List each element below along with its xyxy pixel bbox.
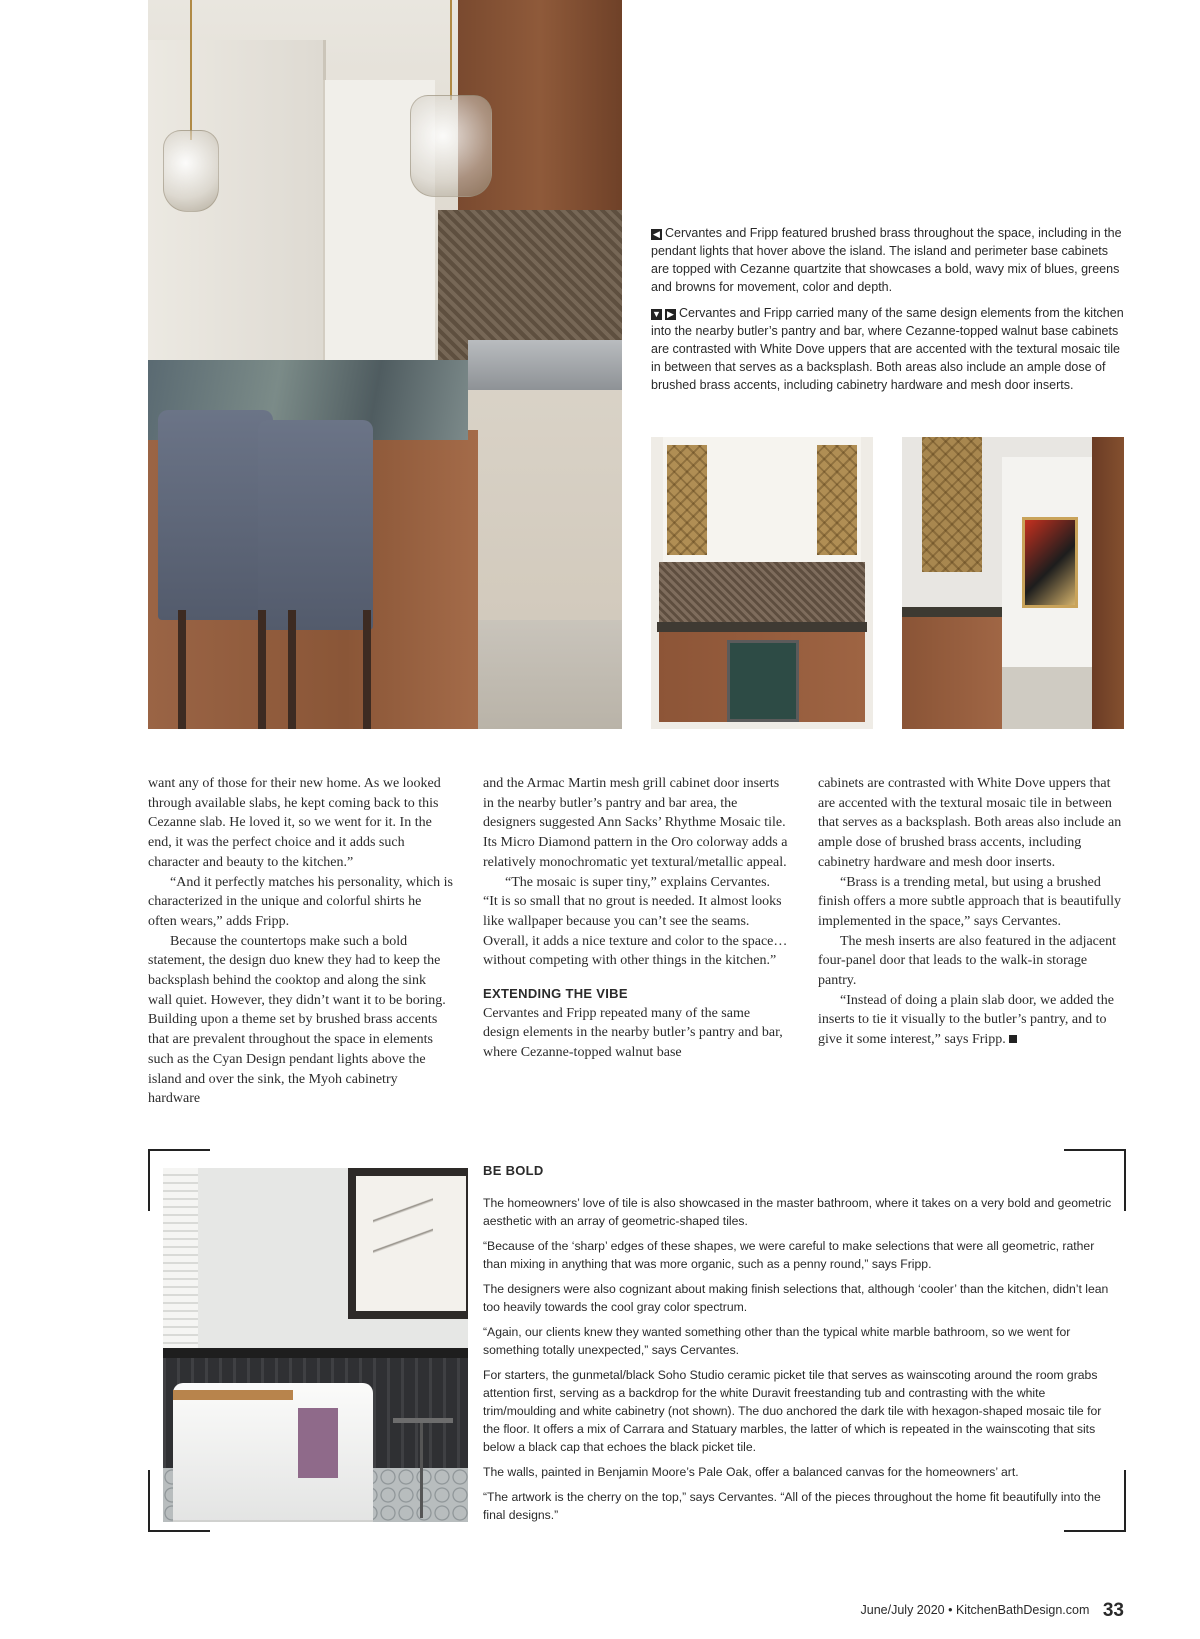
sidebar-paragraph: The homeowners’ love of tile is also showcased in the master bathroom, where it takes on a very bold and geometric aesthetic with an array of geometric-shaped tiles. [483, 1196, 1112, 1228]
mesh-door-insert [667, 445, 707, 555]
mesh-door-insert [817, 445, 857, 555]
four-panel-door [1092, 437, 1124, 729]
pantry-hallway-photo [902, 437, 1124, 729]
end-of-article-mark [1009, 1035, 1017, 1043]
countertop [657, 622, 867, 632]
page-footer [861, 1600, 1124, 1622]
sketch-lines [373, 1183, 433, 1283]
article-column-2 [483, 774, 788, 1063]
footer-separator: • [948, 1603, 953, 1617]
sidebar-heading: BE BOLD [483, 1163, 544, 1178]
paragraph-text: “Instead of doing a plain slab door, we added the inserts to tie it visually to the butler’s pantry, and to give it some interest,” says Fripp. [818, 992, 1114, 1048]
website: KitchenBathDesign.com [955, 1603, 1090, 1617]
paragraph: and the Armac Martin mesh grill cabinet door inserts in the nearby butler’s pantry and bar area, the designers suggested Ann Sacks’ Rhythme Mosaic tile. Its Micro Diamond pattern in the Oro colorway adds a relatively monochromatic yet textural/metallic appeal. [483, 776, 788, 870]
arrow-right-icon: ▶ [665, 309, 676, 320]
paragraph: Cervantes and Fripp repeated many of the same design elements in the nearby butler’s pantry and bar, where Cezanne-topped walnut base [483, 1005, 783, 1061]
sidebar-paragraph: “The artwork is the cherry on the top,” says Cervantes. “All of the pieces throughout the home fit beautifully into the final designs.” [483, 1490, 1101, 1522]
hallway-floor [1002, 667, 1092, 729]
sidebar-paragraph: “Because of the ‘sharp’ edges of these shapes, we were careful to make selections that were all geometric, rather than mixing in anything that was more organic, such as a penny round,” says Fripp. [483, 1239, 1095, 1271]
paragraph: The mesh inserts are also featured in the adjacent four-panel door that leads to the walk-in storage pantry. [818, 933, 1116, 989]
paragraph: “The mosaic is super tiny,” explains Cervantes. “It is so small that no grout is needed. It almost looks like wallpaper because you can’t see the seams. Overall, it adds a nice texture and color to the space…without competing with other things in the kitchen.” [483, 874, 788, 969]
subheading: EXTENDING THE VIBE [483, 986, 628, 1002]
walnut-base-cabinets [902, 607, 1002, 729]
mesh-door-insert [922, 437, 982, 572]
towel [298, 1408, 338, 1478]
paragraph [818, 991, 1123, 1050]
pendant-rod [450, 0, 452, 100]
paragraph: “And it perfectly matches his personality, which is characterized in the unique and colorful shirts he often wears,” adds Fripp. [148, 874, 453, 929]
caption-kitchen-text: Cervantes and Fripp featured brushed brass throughout the space, including in the pendant lights that hover above the island. The island and perimeter base cabinets are topped with Cezanne quartzite that showcases a bold, wavy mix of blues, greens and browns for movement, color and depth. [651, 226, 1122, 294]
side-table-leg [420, 1423, 423, 1518]
stool-leg [178, 610, 186, 729]
stool-leg [363, 610, 371, 729]
mosaic-backsplash [438, 210, 622, 360]
pendant-light [163, 130, 219, 212]
pendant-light [410, 95, 492, 197]
paragraph: Because the countertops make such a bold statement, the design duo knew they had to keep the backsplash behind the cooktop and along the sink wall quiet. However, they didn’t want it to be boring. Building upon a theme set by brushed brass accents that are prevalent throughout the space in elements such as the Cyan Design pendant lights above the island and over the sink, the Myoh cabinetry hardware [148, 933, 446, 1107]
kitchen-island-photo [148, 0, 622, 729]
freestanding-tub [173, 1383, 373, 1522]
stool-leg [288, 610, 296, 729]
pendant-rod [190, 0, 192, 140]
caption-kitchen [651, 224, 1124, 296]
caption-pantry [651, 304, 1124, 394]
sidebar-be-bold [483, 1162, 1113, 1531]
beverage-fridge [727, 640, 799, 722]
master-bathroom-photo [163, 1168, 468, 1522]
bar-stool [158, 410, 273, 620]
bar-stool [258, 420, 373, 630]
range-cooktop [468, 340, 622, 390]
article-column-3 [818, 774, 1123, 1050]
sidebar-paragraph: The designers were also cognizant about making finish selections that, although ‘cooler’ than the kitchen, didn’t lean too heavily towards the cool gray color spectrum. [483, 1282, 1109, 1314]
mosaic-backsplash [659, 562, 865, 622]
paragraph: “Brass is a trending metal, but using a brushed finish offers a more subtle approach that is beautifully implemented in the space,” says Cervantes. [818, 874, 1121, 929]
paragraph: cabinets are contrasted with White Dove uppers that are accented with the textural mosaic tile in between that serves as a backsplash. Both areas also include an ample dose of brushed brass accents, including cabinetry hardware and mesh door inserts. [818, 776, 1122, 870]
arrow-left-icon: ◀ [651, 229, 662, 240]
bath-tray [173, 1390, 293, 1400]
article-column-1 [148, 774, 453, 1109]
side-table [393, 1418, 453, 1522]
butlers-pantry-photo [651, 437, 873, 729]
page-number: 33 [1102, 1600, 1124, 1621]
sidebar-paragraph: The walls, painted in Benjamin Moore’s Pale Oak, offer a balanced canvas for the homeowners’ art. [483, 1465, 1019, 1479]
stool-leg [258, 610, 266, 729]
arrow-down-icon: ▼ [652, 309, 661, 319]
black-cap-trim [163, 1348, 468, 1358]
paragraph: want any of those for their new home. As we looked through available slabs, he kept coming back to this Cezanne slab. He loved it, so we went for it. In the end, it was the perfect choice and it adds such character and beauty to the kitchen.” [148, 776, 441, 870]
caption-pantry-text: Cervantes and Fripp carried many of the same design elements from the kitchen into the nearby butler’s pantry and bar, where Cezanne-topped walnut base cabinets are contrasted with White Dove uppers that are accented with the textural mosaic tile in between that serves as a backsplash. Both areas also include an ample dose of brushed brass accents, including cabinetry hardware and mesh door inserts. [651, 306, 1124, 392]
issue-date: June/July 2020 [860, 1603, 945, 1617]
sidebar-paragraph: For starters, the gunmetal/black Soho Studio ceramic picket tile that serves as wainscoting around the room grabs attention first, serving as a backdrop for the white Duravit freestanding tub and contrasting with the white trim/moulding and white cabinetry (not shown). The duo anchored the dark tile with hexagon-shaped mosaic tile for the floor. It offers a mix of Carrara and Statuary marbles, the latter of which is repeated in the wainscoting that sits below a black cap that echoes the black picket tile. [483, 1368, 1102, 1454]
sidebar-paragraph: “Again, our clients knew they wanted something other than the typical white marble bathroom, so we went for something totally unexpected,” says Cervantes. [483, 1325, 1071, 1357]
artwork [1022, 517, 1078, 608]
